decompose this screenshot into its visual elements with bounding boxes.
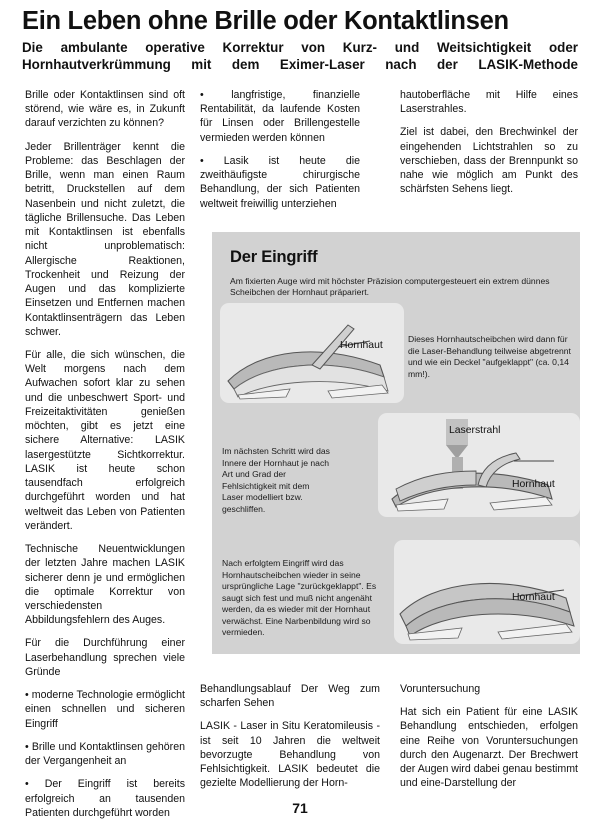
diagram-panel-step-1 [220, 303, 404, 403]
label-laserstrahl: Laserstrahl [449, 425, 501, 436]
paragraph: Jeder Brillenträger kennt die Probleme: das Beschlagen der Brille, wenn man einen Raum betritt, Druckstellen auf dem Nasenbein und nicht zuletzt, die tägliche Brillensuche. Das Leben mit Kontaktlinsen ist ebenfalls nicht unproblematisch: Allergische Reaktionen, Trockenheit und Reizung der Augen und das komplizierte Einsetzen und Entfernen machen Kontaktlinsenträgern das Leben schwer. [25, 140, 185, 338]
paragraph: Für alle, die sich wünschen, die Welt morgens nach dem Aufwachen sofort klar zu sehen und die unbeschwert Sport- und Freizeitaktivitäten genießen möchten, gibt es jetzt eine sichere Alternative: LASIK lasergestützte Sichtkorrektur. LASIK ist heute schon tausendfach erfolgreich durchgeführt worden und hat weltweit das Leben von Patienten verändert. [25, 348, 185, 532]
label-hornhaut-3: Hornhaut [512, 592, 555, 603]
infobox-intro: Am fixierten Auge wird mit höchster Präzision computergesteuert ein extrem dünnes Scheibchen der Hornhaut präpariert. [230, 276, 550, 298]
paragraph: hautoberfläche mit Hilfe eines Laserstrahles. [400, 89, 578, 116]
column-right-top [400, 88, 578, 197]
page-number: 71 [292, 800, 308, 816]
paragraph: Ziel ist dabei, den Brechwinkel der eingehenden Lichtstrahlen so zu verschieben, dass der Brennpunkt so nahe wie möglich am Punkt des schärfsten Sehens liegt. [400, 126, 578, 196]
step-2-description: Im nächsten Schritt wird das Innere der Hornhaut je nach Art und Grad der Fehlsichtigkeit mit dem Laser modelliert bzw. geschliffen. [222, 446, 330, 514]
column-right-bottom [400, 682, 578, 791]
page-title: Ein Leben ohne Brille oder Kontaktlinsen [22, 7, 509, 35]
page-subtitle-line-2: Hornhautverkrümmung mit dem Eximer-Laser nach der LASIK-Methode [22, 56, 578, 72]
infobox-title: Der Eingriff [230, 248, 318, 266]
paragraph: Für die Durchführung einer Laserbehandlung sprechen viele Gründe [25, 637, 185, 678]
section-heading-voruntersuchung: Voruntersuchung [400, 683, 481, 695]
masthead [22, 8, 578, 73]
step-3-description: Nach erfolgtem Eingriff wird das Hornhautscheibchen wieder in seine ursprüngliche Lage "zurückgeklappt". Es saugt sich fest und muß nicht angenäht werden, da es wieder mit der Hornhaut verwächst. Eine Narbenbildung wird so vermieden. [222, 558, 377, 638]
cornea-flap-illustration [220, 303, 404, 403]
paragraph: Brille oder Kontaktlinsen sind oft störend, wie wäre es, in Zukunft darauf verzichten zu können? [25, 89, 185, 130]
label-hornhaut-1: Hornhaut [340, 340, 383, 351]
paragraph: Hat sich ein Patient für eine LASIK Behandlung entschieden, erfolgen eine Reihe von Voruntersuchungen durch den Augenarzt. Der Brechwert der Augen wird dabei genau bestimmt und eine-Darstellung der [400, 706, 578, 790]
bullet-item: • moderne Technologie ermöglicht einen schnellen und sicheren Eingriff [25, 689, 185, 730]
section-heading-behandlungsablauf: Behandlungsablauf Der Weg zum scharfen Sehen [200, 683, 380, 710]
bullet-item: • Brille und Kontaktlinsen gehören der Vergangenheit an [25, 740, 185, 768]
step-1-description: Dieses Hornhautscheibchen wird dann für die Laser-Behandlung teilweise abgetrennt und wie ein Deckel "aufgeklappt" (ca. 0,14 mm!). [408, 334, 571, 379]
column-middle-bottom [200, 682, 380, 791]
bullet-item: • langfristige, finanzielle Rentabilität, da laufende Kosten für Linsen oder Brillengestelle vermieden werden können [200, 89, 360, 144]
page-subtitle-line-1: Die ambulante operative Korrektur von Kurz- und Weitsichtigkeit oder [22, 39, 578, 55]
label-hornhaut-2: Hornhaut [512, 479, 555, 490]
paragraph: LASIK - Laser in Situ Keratomileusis - ist seit 10 Jahren die weltweit bevorzugte Behandlung von Fehlsichtigkeit. LASIK bedeutet die gezielte Modellierung der Horn- [200, 720, 380, 790]
column-left [25, 88, 185, 820]
paragraph: Technische Neuentwicklungen der letzten Jahre machen LASIK sicherer denn je und ermöglichen die optimale Korrektur von verschiedensten Abbildungsfehlern des Auges. [25, 543, 185, 627]
page-subtitle [22, 39, 578, 73]
bullet-item: • Lasik ist heute die zweithäufigste chirurgische Behandlung, der sich Patienten weltweit freiwillig unterziehen [200, 154, 360, 210]
bullet-item: • Der Eingriff ist bereits erfolgreich an tausenden Patienten durchgeführt worden [25, 778, 185, 819]
column-middle-top [200, 88, 360, 211]
